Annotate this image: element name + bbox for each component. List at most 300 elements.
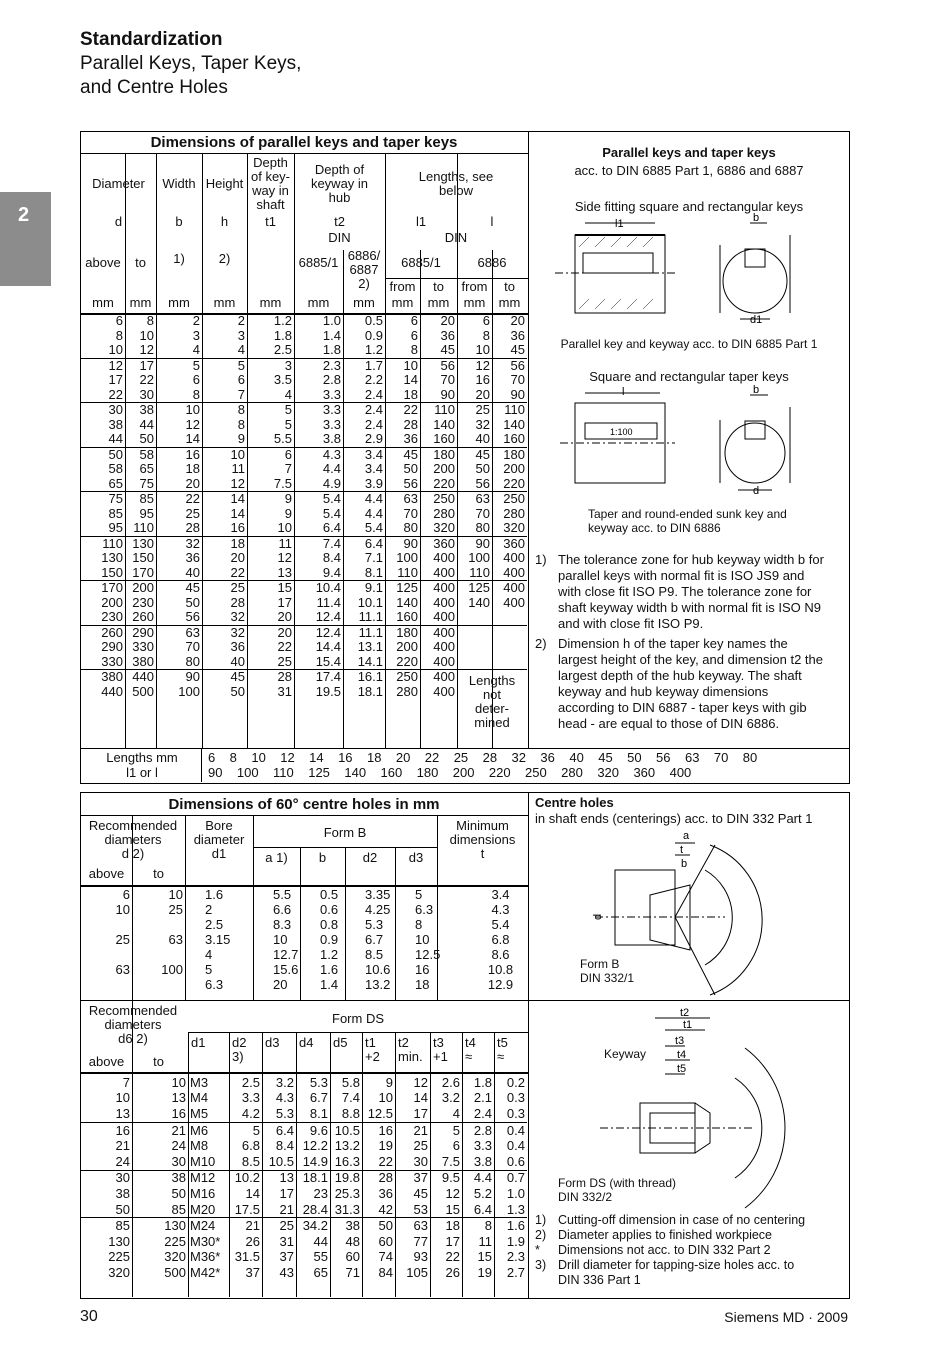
table-cell: 14.1 bbox=[357, 653, 383, 669]
table-cell: 5 bbox=[247, 403, 294, 418]
table-cell: 200 bbox=[396, 639, 418, 655]
page-subtitle-1: Parallel Keys, Taper Keys, bbox=[80, 53, 302, 74]
table-cell: 6 bbox=[482, 313, 490, 329]
h-to-ds: to bbox=[153, 1054, 164, 1069]
table-cell: 0.7 bbox=[494, 1170, 527, 1186]
table-cell: 4.3 bbox=[275, 1090, 294, 1106]
table-row bbox=[81, 343, 527, 358]
table-cell: 8 bbox=[146, 313, 154, 329]
table-cell: 56 bbox=[492, 358, 527, 373]
table-cell: 20 bbox=[475, 386, 490, 402]
h-unit-1: mm bbox=[129, 295, 152, 310]
svg-text:d: d bbox=[592, 913, 604, 920]
svg-text:t: t bbox=[680, 844, 684, 856]
centre-note-number: * bbox=[535, 1243, 540, 1257]
table-cell: 17 bbox=[277, 594, 292, 610]
table-cell: 6.4 bbox=[322, 520, 341, 536]
table-cell: 16 bbox=[475, 372, 490, 388]
table-cell: 10 bbox=[475, 342, 490, 358]
table-cell: 25 bbox=[277, 653, 292, 669]
table-cell: 400 bbox=[433, 653, 455, 669]
h-ds-col-2: d3 bbox=[265, 1035, 280, 1050]
table-cell: 13.2 bbox=[365, 976, 391, 992]
table-cell: 6 bbox=[410, 327, 418, 343]
table-cell: 65 bbox=[313, 1264, 328, 1280]
table-cell: 70 bbox=[403, 505, 418, 521]
table-row bbox=[81, 551, 527, 566]
table-cell: 2 bbox=[205, 901, 213, 917]
table-cell bbox=[457, 640, 492, 655]
table-cell: 10 bbox=[115, 901, 130, 917]
table-cell: 20 bbox=[510, 313, 525, 329]
table-cell: 22 bbox=[445, 1249, 460, 1265]
table-cell: 110 bbox=[420, 403, 457, 418]
table-cell: 36 bbox=[378, 1185, 393, 1201]
table-cell bbox=[457, 610, 492, 625]
table-cell: 130 bbox=[132, 1218, 188, 1234]
table-cell: 1.4 bbox=[322, 327, 341, 343]
table-cell: 4.3 bbox=[294, 447, 343, 462]
table-cell: 31 bbox=[277, 683, 292, 699]
table-cell: 14 bbox=[202, 492, 247, 507]
table-cell: 5.3 bbox=[365, 916, 384, 932]
table-cell: 45 bbox=[440, 342, 455, 358]
formb-rule bbox=[253, 847, 437, 848]
table-cell: 21 bbox=[229, 1218, 262, 1234]
table-cell: 6.7 bbox=[365, 931, 384, 947]
table-cell: 4 bbox=[192, 342, 200, 358]
keys-table-body bbox=[81, 314, 527, 699]
table-cell: 400 bbox=[433, 609, 455, 625]
table-cell: 2.9 bbox=[364, 431, 383, 447]
table-cell: 7.5 bbox=[441, 1153, 460, 1169]
table-cell: 7 bbox=[237, 386, 245, 402]
keys-right-sub: acc. to DIN 6885 Part 1, 6886 and 6887 bbox=[574, 163, 804, 178]
table-cell: 19 bbox=[378, 1138, 393, 1154]
table-cell: 9.5 bbox=[430, 1170, 462, 1186]
table-cell: 25 bbox=[115, 931, 130, 947]
table-cell: 12 bbox=[457, 358, 492, 373]
table-cell: 56 bbox=[185, 609, 200, 625]
table-cell: 2.5 bbox=[241, 1074, 260, 1090]
h-form-ds: Form DS bbox=[332, 1011, 384, 1026]
table-cell: 8 bbox=[115, 327, 123, 343]
table-cell: 16 bbox=[230, 520, 245, 536]
sym-h: h bbox=[220, 214, 229, 229]
table-row bbox=[81, 477, 527, 492]
table-cell: 17 bbox=[125, 358, 156, 373]
table-cell: 16 bbox=[156, 447, 202, 462]
table-cell: 58 bbox=[125, 447, 156, 462]
table-cell: 40 bbox=[230, 653, 245, 669]
table-cell: 60 bbox=[345, 1249, 360, 1265]
table-cell: 28 bbox=[362, 1170, 395, 1186]
table-row bbox=[81, 977, 546, 992]
table-cell bbox=[132, 947, 185, 962]
table-cell: 105 bbox=[406, 1264, 428, 1280]
table-cell: 200 bbox=[125, 581, 156, 596]
table-cell: 12.5 bbox=[415, 946, 441, 962]
table-row bbox=[81, 640, 527, 655]
centre-right-sub: in shaft ends (centerings) acc. to DIN 332 Part 1 bbox=[535, 811, 813, 826]
table-cell: 32 bbox=[156, 536, 202, 551]
table-cell: 0.6 bbox=[506, 1153, 525, 1169]
lengths-label-2: l1 or l bbox=[126, 765, 158, 780]
keys-table-title: Dimensions of parallel keys and taper keys bbox=[150, 134, 458, 151]
centre-note-text: Dimensions not acc. to DIN 332 Part 2 bbox=[558, 1243, 771, 1257]
h-unit-5: mm bbox=[307, 295, 330, 310]
table-cell: 2.8 bbox=[322, 372, 341, 388]
table-cell: 31 bbox=[279, 1233, 294, 1249]
table-cell: 8 bbox=[410, 342, 418, 358]
table-cell: 30 bbox=[413, 1153, 428, 1169]
table-cell: 53 bbox=[413, 1201, 428, 1217]
table-cell: 1.0 bbox=[506, 1185, 525, 1201]
table-cell: 0.4 bbox=[506, 1138, 525, 1154]
table-cell: 28 bbox=[230, 594, 245, 610]
table-cell: 110 bbox=[81, 536, 125, 551]
h-above-b: above bbox=[88, 866, 125, 881]
h-form-b: Form B bbox=[323, 825, 367, 840]
h-unit-0: mm bbox=[92, 295, 114, 310]
table-cell: 15.4 bbox=[315, 653, 341, 669]
table-cell: 40 bbox=[475, 431, 490, 447]
table-cell: 12 bbox=[277, 550, 292, 566]
parallel-key-drawing bbox=[555, 212, 825, 327]
lengths-row-2: 90 100 110 125 140 160 180 200 220 250 280 320 360 400 bbox=[208, 765, 692, 780]
table-cell: 0.2 bbox=[506, 1074, 525, 1090]
table-cell: M16 bbox=[190, 1185, 216, 1201]
table-cell: M8 bbox=[190, 1138, 209, 1154]
table-cell: 4 bbox=[237, 342, 245, 358]
table-row bbox=[81, 492, 527, 507]
table-cell: 280 bbox=[433, 505, 455, 521]
table-cell: 6.3 bbox=[415, 901, 434, 917]
table-cell: M20 bbox=[190, 1201, 216, 1217]
table-cell: 180 bbox=[420, 447, 457, 462]
table-cell: 400 bbox=[503, 564, 525, 580]
table-row bbox=[81, 917, 546, 932]
table-cell: 130 bbox=[108, 1233, 130, 1249]
table-cell: 9 bbox=[237, 431, 245, 447]
table-cell: 20 bbox=[230, 550, 245, 566]
table-cell: 0.6 bbox=[320, 901, 339, 917]
table-cell: 1.4 bbox=[320, 976, 339, 992]
table-cell: 7.4 bbox=[294, 536, 343, 551]
din-hub: DIN bbox=[328, 230, 351, 245]
table-cell: 3.3 bbox=[322, 416, 341, 432]
table-cell: 85 bbox=[171, 1201, 186, 1217]
table-cell: 400 bbox=[492, 581, 527, 596]
h-ds-col-0: d1 bbox=[191, 1035, 206, 1050]
table-cell: M5 bbox=[190, 1105, 209, 1121]
table-cell: 3.3 bbox=[294, 403, 343, 418]
page-number: 30 bbox=[80, 1308, 98, 1325]
table-cell: 5 bbox=[205, 961, 213, 977]
table-cell: 22 bbox=[277, 639, 292, 655]
table-cell: 40 bbox=[185, 564, 200, 580]
table-cell: 22 bbox=[108, 386, 123, 402]
table-cell: 25 bbox=[457, 403, 492, 418]
table-cell: 5 bbox=[284, 416, 292, 432]
table-cell: 1.6 bbox=[494, 1218, 527, 1234]
table-cell: 22 bbox=[139, 372, 154, 388]
section-tab-number: 2 bbox=[18, 204, 30, 226]
table-cell: 56 bbox=[420, 358, 457, 373]
table-cell: 56 bbox=[403, 475, 418, 491]
table-cell: 10.2 bbox=[229, 1170, 262, 1186]
table-cell: 70 bbox=[510, 372, 525, 388]
table-cell: 110 bbox=[133, 520, 154, 536]
table-cell: 12.4 bbox=[294, 625, 343, 640]
section-tab bbox=[0, 192, 51, 286]
table-cell: 2.4 bbox=[343, 403, 385, 418]
table-cell: 500 bbox=[164, 1264, 186, 1280]
table-cell: 160 bbox=[396, 609, 418, 625]
table-cell: 4.4 bbox=[462, 1170, 494, 1186]
table-cell: 17.5 bbox=[234, 1201, 260, 1217]
table-cell: 25 bbox=[413, 1138, 428, 1154]
h-diameter: Diameter bbox=[92, 176, 145, 191]
table-cell: 45 bbox=[510, 342, 525, 358]
centre-note-number: 2) bbox=[535, 1228, 547, 1242]
table-row bbox=[81, 447, 527, 462]
table-cell: 10.4 bbox=[294, 581, 343, 596]
table-cell: 6 bbox=[115, 313, 123, 329]
centre-note-text: Cutting-off dimension in case of no centering bbox=[558, 1213, 806, 1227]
table-cell: 4.4 bbox=[343, 492, 385, 507]
taper-key-drawing bbox=[560, 385, 830, 500]
table-cell: 26 bbox=[445, 1264, 460, 1280]
table-cell: 8 bbox=[192, 386, 200, 402]
table-cell: 15 bbox=[477, 1249, 492, 1265]
table-cell: 17 bbox=[279, 1185, 294, 1201]
table-cell: 56 bbox=[475, 475, 490, 491]
h-d2: d2 bbox=[362, 850, 378, 865]
h-unit-7: mm bbox=[391, 295, 414, 310]
h-rec-diam: Recommended diameters d 2) bbox=[88, 818, 178, 861]
table-cell: 2.4 bbox=[364, 386, 383, 402]
table-cell: 10 bbox=[385, 358, 420, 373]
table-cell: 80 bbox=[403, 520, 418, 536]
table-cell: 440 bbox=[125, 670, 156, 685]
table-cell: 21 bbox=[395, 1122, 430, 1138]
table-cell: 5 bbox=[156, 358, 202, 373]
table-cell: 6 bbox=[237, 372, 245, 388]
table-cell: 22 bbox=[156, 492, 202, 507]
table-cell: 85 bbox=[81, 1218, 132, 1234]
table-cell: 4.2 bbox=[241, 1105, 260, 1121]
table-cell: M3 bbox=[190, 1074, 209, 1090]
h-b: b bbox=[318, 850, 327, 865]
table-cell: 60 bbox=[378, 1233, 393, 1249]
table-cell: 22 bbox=[230, 564, 245, 580]
table-cell: 8.1 bbox=[309, 1105, 328, 1121]
table-cell: 19.5 bbox=[315, 683, 341, 699]
svg-text:d1: d1 bbox=[750, 314, 763, 326]
lengths-row-1: 6 8 10 12 14 16 18 20 22 25 28 32 36 40 45 50 56 63 70 80 bbox=[208, 750, 758, 765]
footer-brand: Siemens MD · 2009 bbox=[724, 1309, 848, 1325]
table-cell: 12 bbox=[81, 358, 125, 373]
h-unit-8: mm bbox=[427, 295, 450, 310]
table-cell: 3.5 bbox=[273, 372, 292, 388]
h-unit-9: mm bbox=[463, 295, 486, 310]
table-row bbox=[81, 1186, 527, 1202]
table-cell: 12 bbox=[413, 1074, 428, 1090]
table-cell: 17.4 bbox=[294, 670, 343, 685]
h-from-2: from bbox=[461, 279, 488, 294]
table-cell: 20 bbox=[277, 609, 292, 625]
table-cell: 3.4 bbox=[491, 886, 510, 902]
table-cell: 14 bbox=[413, 1090, 428, 1106]
h-ds-col-8: t4 ≈ bbox=[465, 1035, 476, 1064]
table-cell: 330 bbox=[132, 639, 154, 655]
table-cell: 4 bbox=[452, 1105, 460, 1121]
h-a: a 1) bbox=[265, 850, 288, 865]
table-cell: 38 bbox=[125, 403, 156, 418]
table-cell: 110 bbox=[469, 564, 490, 580]
table-row bbox=[81, 373, 527, 388]
table-cell: 2.7 bbox=[506, 1264, 525, 1280]
table-cell: 400 bbox=[420, 625, 457, 640]
table-cell: 36 bbox=[403, 431, 418, 447]
table-row bbox=[81, 388, 527, 403]
table-cell: 25 bbox=[185, 505, 200, 521]
table-cell: M42* bbox=[190, 1264, 221, 1280]
table-row bbox=[81, 1091, 527, 1107]
table-cell: 10 bbox=[202, 447, 247, 462]
table-cell: 225 bbox=[164, 1233, 186, 1249]
table-cell: 13.1 bbox=[357, 639, 383, 655]
table-cell: 22 bbox=[385, 403, 420, 418]
table-cell: 4.4 bbox=[322, 461, 341, 477]
table-cell: 3.2 bbox=[441, 1090, 460, 1106]
h-d3: d3 bbox=[408, 850, 424, 865]
table-cell: 95 bbox=[108, 520, 123, 536]
table-cell: 11.4 bbox=[316, 594, 341, 610]
table-row bbox=[81, 1265, 527, 1281]
table-cell: 1.8 bbox=[473, 1074, 492, 1090]
table-cell: 250 bbox=[385, 670, 420, 685]
table-cell: 93 bbox=[413, 1249, 428, 1265]
table-cell: 13 bbox=[171, 1090, 186, 1106]
table-cell: 200 bbox=[503, 461, 525, 477]
table-cell: 11.1 bbox=[358, 609, 383, 625]
table-cell: 16 bbox=[171, 1105, 186, 1121]
table-cell: 18 bbox=[403, 386, 418, 402]
keys-note-1-text: The tolerance zone for hub keyway width b for parallel keys with normal fit is ISO JS9 and with close fit ISO P9. The tolerance zone for shaft keyway width b with normal fit is ISO N9 and with close fit ISO P9. bbox=[558, 552, 824, 631]
table-cell: 220 bbox=[503, 475, 525, 491]
table-cell: 5 bbox=[430, 1122, 462, 1138]
table-cell: 10 bbox=[108, 342, 123, 358]
table-cell: 8 bbox=[482, 327, 490, 343]
table-cell: 50 bbox=[362, 1218, 395, 1234]
table-row bbox=[81, 1154, 527, 1170]
table-cell: 4 bbox=[284, 386, 292, 402]
table-cell: M36* bbox=[190, 1249, 221, 1265]
table-cell: 14 bbox=[230, 505, 245, 521]
table-cell bbox=[457, 625, 492, 640]
table-cell: 220 bbox=[433, 475, 455, 491]
table-cell: 10 bbox=[168, 886, 183, 902]
table-cell: 6.6 bbox=[273, 901, 292, 917]
table-cell: 2 bbox=[237, 313, 245, 329]
table-cell: 13 bbox=[115, 1105, 130, 1121]
table-cell: M4 bbox=[190, 1090, 209, 1106]
keys-right-title: Parallel keys and taper keys bbox=[602, 145, 776, 160]
table-cell: 140 bbox=[396, 594, 418, 610]
table-cell: 85 bbox=[125, 492, 156, 507]
table-cell: 6.8 bbox=[241, 1138, 260, 1154]
table-cell: 5.2 bbox=[473, 1185, 492, 1201]
table-cell: 140 bbox=[503, 416, 525, 432]
table-cell: 3.8 bbox=[473, 1153, 492, 1169]
svg-text:t2: t2 bbox=[680, 1007, 690, 1019]
table-cell: 13 bbox=[262, 1170, 296, 1186]
table-row bbox=[81, 902, 546, 917]
table-cell: 3 bbox=[237, 327, 245, 343]
table-cell: 10 bbox=[378, 1090, 393, 1106]
table-cell: 8.3 bbox=[273, 916, 292, 932]
table-cell: 130 bbox=[101, 550, 123, 566]
table-cell: 1.7 bbox=[343, 358, 385, 373]
h-min-dim: Minimum dimensions t bbox=[449, 818, 516, 861]
table-cell: 25.3 bbox=[334, 1185, 360, 1201]
table-cell: 100 bbox=[161, 961, 183, 977]
table-cell: 75 bbox=[81, 492, 125, 507]
table-cell: 63 bbox=[115, 961, 130, 977]
table-cell: 500 bbox=[132, 683, 154, 699]
table-cell: 160 bbox=[503, 431, 525, 447]
table-cell: 3.8 bbox=[322, 431, 341, 447]
table-cell: M10 bbox=[190, 1153, 216, 1169]
table-cell: 230 bbox=[132, 594, 154, 610]
h-l6886: 6886 bbox=[477, 255, 507, 270]
table-cell: 1.2 bbox=[273, 313, 292, 329]
table-cell: 5.4 bbox=[491, 916, 510, 932]
table-row bbox=[81, 536, 527, 551]
h-unit-2: mm bbox=[168, 295, 190, 310]
table-cell: 6 bbox=[122, 886, 130, 902]
h-above: above bbox=[85, 255, 121, 270]
centre-note-text: Diameter applies to finished workpiece bbox=[558, 1228, 772, 1242]
centre-hole-form-ds-drawing bbox=[595, 1008, 845, 1178]
table-cell: 260 bbox=[132, 609, 154, 625]
table-cell: 85 bbox=[108, 505, 123, 521]
table-cell: 360 bbox=[492, 536, 527, 551]
table-cell: 10.8 bbox=[487, 961, 514, 977]
table-cell: 6 bbox=[192, 372, 200, 388]
table-cell: 1.3 bbox=[506, 1201, 525, 1217]
table-cell: 18.1 bbox=[296, 1170, 330, 1186]
h-depth-hub: Depth of keyway in hub bbox=[310, 162, 369, 205]
table-cell: 8 bbox=[237, 416, 245, 432]
table-cell: 45 bbox=[156, 581, 202, 596]
table-row bbox=[81, 521, 527, 536]
svg-text:l: l bbox=[622, 386, 625, 398]
table-cell: 21 bbox=[132, 1122, 188, 1138]
table-cell: 10 bbox=[139, 327, 154, 343]
table-cell: 3.4 bbox=[343, 447, 385, 462]
table-cell: 65 bbox=[139, 461, 154, 477]
table-cell: 90 bbox=[457, 536, 492, 551]
table-cell: 90 bbox=[510, 386, 525, 402]
svg-text:a: a bbox=[683, 830, 690, 842]
table-cell: 170 bbox=[81, 581, 125, 596]
table-cell: 280 bbox=[396, 683, 418, 699]
table-row bbox=[81, 418, 527, 433]
table-cell: 38 bbox=[132, 1170, 188, 1186]
